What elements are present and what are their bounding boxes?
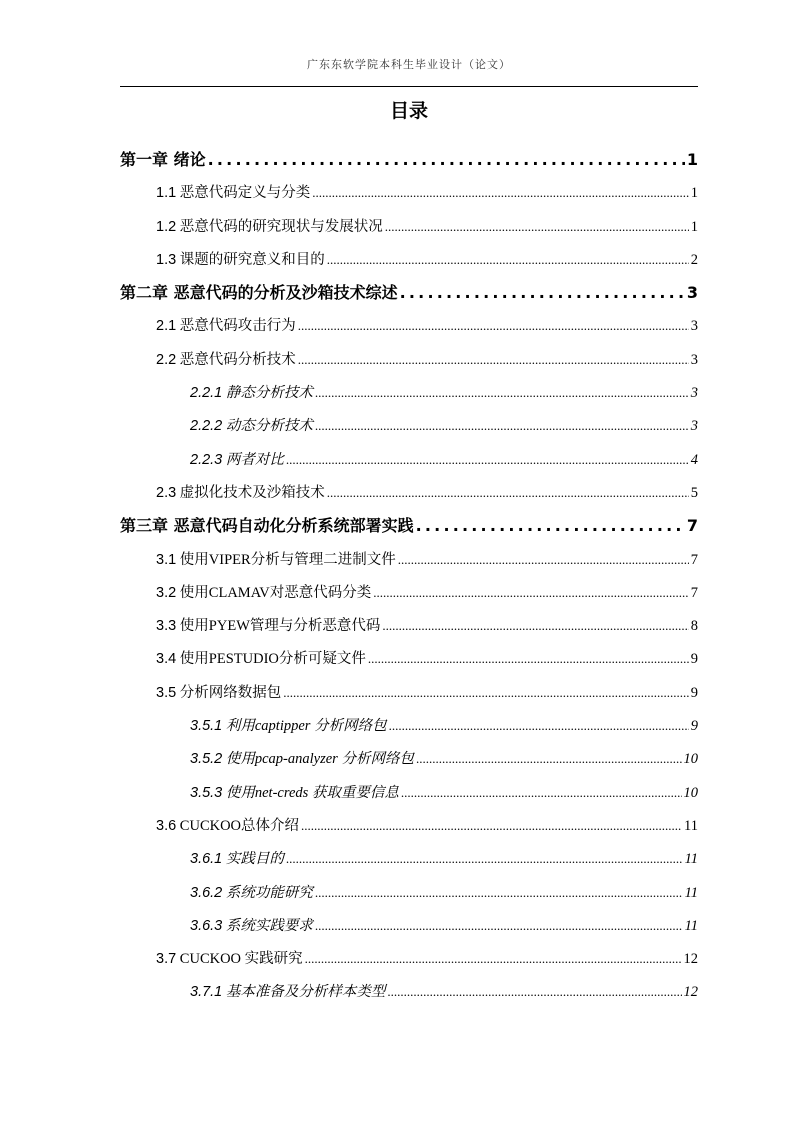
toc-entry-title: 分析网络数据包 [179,684,282,701]
toc-entry-number: 3.6.2 [190,884,223,901]
toc-leader-dots [389,709,689,742]
toc-entry-page-number: 12 [683,984,698,1001]
toc-entry-label [120,143,206,176]
toc-entry-number: 2.2.2 [190,418,223,435]
toc-leader-dots [401,776,682,809]
toc-leader-dots [286,443,689,476]
toc-entry-page-number: 3 [690,351,698,368]
toc-entry-page-number: 11 [684,884,698,901]
toc-entry[interactable] [120,509,698,542]
toc-entry-title: 利用captipper 分析网络包 [225,718,387,735]
toc-entry-label [190,710,387,742]
toc-entry-title: 使用pcap-analyzer 分析网络包 [225,751,414,768]
toc-entry-label [190,843,284,875]
toc-entry-label [156,477,325,509]
toc-entry-title: 恶意代码的分析及沙箱技术综述 [173,283,398,303]
toc-leader-dots [387,975,681,1008]
toc-entry-title: 使用net-creds 获取重要信息 [225,784,399,801]
toc-leader-dots [398,543,689,576]
running-header: 广东东软学院本科生毕业设计（论文） [307,58,511,71]
toc-entry-title: 动态分析技术 [225,418,313,435]
toc-entry-label [190,410,313,442]
toc-entry[interactable] [120,809,698,842]
toc-leader-dots [298,343,689,376]
toc-entry-label [156,177,310,209]
toc-entry-page-number: 3 [690,318,698,335]
toc-entry-label [120,276,398,309]
toc-entry-page-number: 11 [684,851,698,868]
toc-entry[interactable] [120,276,698,309]
toc-entry-page-number: 2 [690,251,698,268]
toc-entry[interactable] [120,476,698,509]
toc-entry-page-number: 10 [683,751,698,768]
toc-leader-dots [385,210,689,243]
toc-leader-dots [301,809,682,842]
toc-entry-title: 恶意代码分析技术 [179,351,296,368]
toc-entry-title: 绪论 [173,150,206,169]
toc-entry-number: 3.6.1 [190,851,223,868]
toc-entry-label [156,244,325,276]
toc-leader-dots [315,909,683,942]
toc-entry[interactable] [120,176,698,209]
toc-entry-label [190,910,313,942]
toc-entry-title: CUCKOO总体介绍 [179,817,300,834]
toc-entry-number: 3.5.3 [190,784,223,801]
toc-entry[interactable] [120,642,698,675]
toc-entry[interactable] [120,776,698,809]
page-title: 目录 [389,100,428,122]
toc-leader-dots [368,642,689,675]
toc-entry-page-number: 9 [690,651,698,668]
toc-entry-page-number: 12 [683,951,698,968]
toc-entry-label [190,377,313,409]
toc-entry-title: 系统实践要求 [225,917,313,934]
toc-entry-label [156,643,366,675]
toc-entry-label [156,610,380,642]
toc-entry[interactable] [120,742,698,775]
toc-entry-page-number: 8 [690,618,698,635]
toc-entry-page-number: 3 [690,418,698,435]
toc-entry-number: 3.4 [156,651,177,668]
toc-leader-dots [283,676,688,709]
toc-entry-title: 使用PESTUDIO分析可疑文件 [179,651,366,668]
toc-leader-dots [315,409,689,442]
toc-entry-label [156,544,396,576]
toc-leader-dots [315,876,683,909]
header-rule [120,86,698,87]
toc-leader-dots [286,842,683,875]
toc-entry-number: 3.6.3 [190,917,223,934]
toc-leader-dots [312,176,688,209]
toc-entry[interactable] [120,210,698,243]
toc-entry[interactable] [120,942,698,975]
toc-entry-page-number: 7 [690,551,698,568]
toc-entry-number: 2.2.1 [190,385,223,402]
toc-entry-label [156,677,281,709]
toc-entry-page-number: 1 [690,185,698,202]
toc-entry-number: 1.2 [156,218,177,235]
toc-entry[interactable] [120,609,698,642]
toc-entry-label [190,444,284,476]
toc-entry-label [156,344,296,376]
toc-leader-dots [400,276,685,309]
toc-entry-title: 恶意代码定义与分类 [179,185,311,202]
toc-entry-page-number: 11 [684,817,698,834]
toc-entry-number: 1.3 [156,251,177,268]
toc-leader-dots [416,742,682,775]
toc-leader-dots [298,309,689,342]
toc-entry-title: 课题的研究意义和目的 [179,251,325,268]
toc-leader-dots [327,476,689,509]
toc-entry-label [156,810,299,842]
toc-entry-label [156,211,383,243]
toc-entry-page-number: 7 [686,516,698,536]
toc-entry-number: 第二章 [120,283,169,303]
toc-leader-dots [315,376,689,409]
toc-entry-title: CUCKOO 实践研究 [179,951,303,968]
toc-entry-number: 3.1 [156,551,177,568]
toc-entry[interactable] [120,975,698,1008]
toc-entry-number: 第一章 [120,150,169,169]
toc-entry-title: 使用CLAMAV对恶意代码分类 [179,584,372,601]
toc-entry-page-number: 7 [690,584,698,601]
toc-entry[interactable] [120,309,698,342]
toc-entry-page-number: 4 [690,451,698,468]
toc-entry-label [120,509,414,542]
toc-entry-label [190,743,414,775]
toc-entry-title: 实践目的 [225,851,284,868]
toc-entry-number: 2.2 [156,351,177,368]
toc-entry-number: 3.5.1 [190,718,223,735]
toc-entry[interactable] [120,343,698,376]
toc-entry[interactable] [120,709,698,742]
toc-entry-page-number: 9 [690,718,698,735]
toc-entry-number: 第三章 [120,516,169,536]
toc-entry[interactable] [120,443,698,476]
toc-entry[interactable] [120,376,698,409]
toc-entry-number: 3.7 [156,951,177,968]
toc-entry-number: 2.2.3 [190,451,223,468]
toc-entry-page-number: 1 [686,150,698,169]
toc-leader-dots [373,576,688,609]
toc-entry-page-number: 11 [684,917,698,934]
toc-entry-label [156,310,296,342]
toc-entry[interactable] [120,576,698,609]
toc-entry-number: 2.3 [156,484,177,501]
toc-entry-title: 系统功能研究 [225,884,313,901]
toc-entry[interactable] [120,143,698,176]
table-of-contents [120,143,698,1009]
toc-leader-dots [208,143,685,176]
toc-entry[interactable] [120,243,698,276]
toc-entry-title: 两者对比 [225,451,284,468]
toc-entry-title: 基本准备及分析样本类型 [225,984,386,1001]
toc-entry[interactable] [120,543,698,576]
toc-entry-label [156,577,371,609]
toc-entry-number: 3.6 [156,817,177,834]
toc-entry-label [190,777,399,809]
toc-leader-dots [382,609,688,642]
toc-entry-number: 3.5 [156,684,177,701]
toc-leader-dots [305,942,682,975]
toc-entry-number: 3.3 [156,618,177,635]
toc-entry-page-number: 3 [690,385,698,402]
toc-entry-title: 恶意代码攻击行为 [179,318,296,335]
toc-entry-page-number: 3 [686,283,698,303]
toc-entry[interactable] [120,409,698,442]
toc-entry[interactable] [120,676,698,709]
toc-entry-label [190,877,313,909]
toc-leader-dots [327,243,689,276]
toc-entry-label [156,943,303,975]
toc-entry[interactable] [120,876,698,909]
toc-entry-number: 3.5.2 [190,751,223,768]
toc-entry-number: 3.2 [156,584,177,601]
toc-entry-title: 虚拟化技术及沙箱技术 [179,484,325,501]
toc-entry-title: 使用VIPER分析与管理二进制文件 [179,551,396,568]
toc-entry-label [190,976,385,1008]
toc-entry-page-number: 10 [683,784,698,801]
toc-entry-page-number: 5 [690,484,698,501]
toc-entry-number: 1.1 [156,185,177,202]
toc-entry[interactable] [120,842,698,875]
toc-entry-page-number: 1 [690,218,698,235]
toc-entry-title: 恶意代码的研究现状与发展状况 [179,218,383,235]
toc-leader-dots [416,509,685,542]
toc-entry-page-number: 9 [690,684,698,701]
toc-entry-number: 2.1 [156,318,177,335]
toc-entry-title: 静态分析技术 [225,385,313,402]
toc-entry-number: 3.7.1 [190,984,223,1001]
toc-entry[interactable] [120,909,698,942]
toc-entry-title: 恶意代码自动化分析系统部署实践 [173,516,414,536]
toc-entry-title: 使用PYEW管理与分析恶意代码 [179,618,381,635]
